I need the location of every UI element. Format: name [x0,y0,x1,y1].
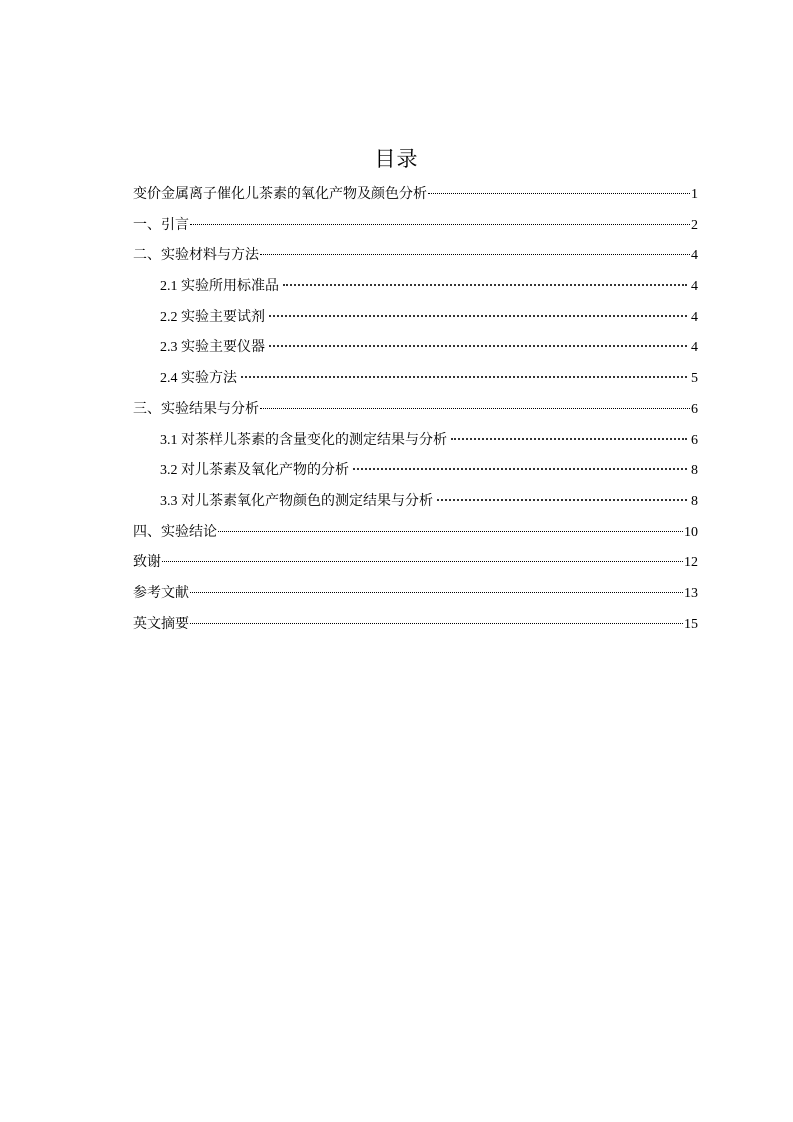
dot-leader [428,185,690,194]
toc-entry-page: 1 [691,187,698,202]
toc-entry[interactable] [133,395,698,426]
toc-entry-label: 3.3 对儿茶素氧化产物颜色的测定结果与分析 [160,493,433,509]
toc-entry[interactable] [133,211,698,242]
dot-leader [260,400,690,409]
toc-entry-label: 二、实验材料与方法 [133,248,259,264]
toc-entry-label: 英文摘要 [133,616,189,632]
dot-leader [269,337,687,347]
toc-entry[interactable] [133,518,698,549]
dot-leader [241,368,687,378]
toc-entry[interactable] [133,548,698,579]
toc-entry-page: 4 [691,340,698,356]
toc-subentry[interactable] [133,272,698,303]
dot-leader [218,523,683,532]
toc-entry-label: 3.2 对儿茶素及氧化产物的分析 [160,463,349,479]
toc-entry-page: 15 [684,616,698,632]
toc-entry-label: 2.3 实验主要仪器 [160,340,265,356]
toc-entry-page: 6 [691,432,698,448]
dot-leader [190,216,690,225]
toc-entry-page: 8 [691,463,698,479]
toc-entry[interactable] [133,180,698,211]
toc-subentry[interactable] [133,333,698,364]
toc-subentry[interactable] [133,426,698,457]
toc-entry-page: 2 [691,217,698,233]
toc-subentry[interactable] [133,364,698,395]
toc-subentry[interactable] [133,487,698,518]
dot-leader [162,553,683,562]
toc-entry-label: 致谢 [133,555,161,571]
toc-subentry[interactable] [133,303,698,334]
toc-entry-page: 4 [691,248,698,264]
dot-leader [353,460,687,470]
dot-leader [269,307,687,317]
toc-entry-page: 13 [684,585,698,601]
toc-entry-label: 3.1 对茶样儿茶素的含量变化的测定结果与分析 [160,432,447,448]
dot-leader [190,584,683,593]
toc-entry-label: 变价金属离子催化儿茶素的氧化产物及颜色分析 [133,187,427,202]
dot-leader [437,491,687,501]
toc-entry-page: 8 [691,493,698,509]
toc-entry-label: 2.4 实验方法 [160,371,237,387]
toc-entry[interactable] [133,579,698,610]
toc-subentry[interactable] [133,456,698,487]
toc-entry-label: 参考文献 [133,585,189,601]
toc-title: 目录 [374,147,419,171]
toc-entry-label: 四、实验结论 [133,524,217,540]
toc-entry-label: 2.2 实验主要试剂 [160,309,265,325]
toc-entry-page: 5 [691,371,698,387]
toc-list [133,180,698,640]
dot-leader [190,615,683,624]
toc-entry[interactable] [133,241,698,272]
toc-entry-page: 6 [691,401,698,417]
dot-leader [451,430,687,440]
toc-entry[interactable] [133,610,698,641]
toc-entry-label: 三、实验结果与分析 [133,401,259,417]
toc-entry-page: 10 [684,524,698,540]
toc-entry-page: 12 [684,555,698,571]
toc-entry-label: 2.1 实验所用标准品 [160,279,279,295]
dot-leader [283,276,687,286]
toc-entry-page: 4 [691,309,698,325]
toc-entry-label: 一、引言 [133,217,189,233]
dot-leader [260,246,690,255]
toc-entry-page: 4 [691,279,698,295]
